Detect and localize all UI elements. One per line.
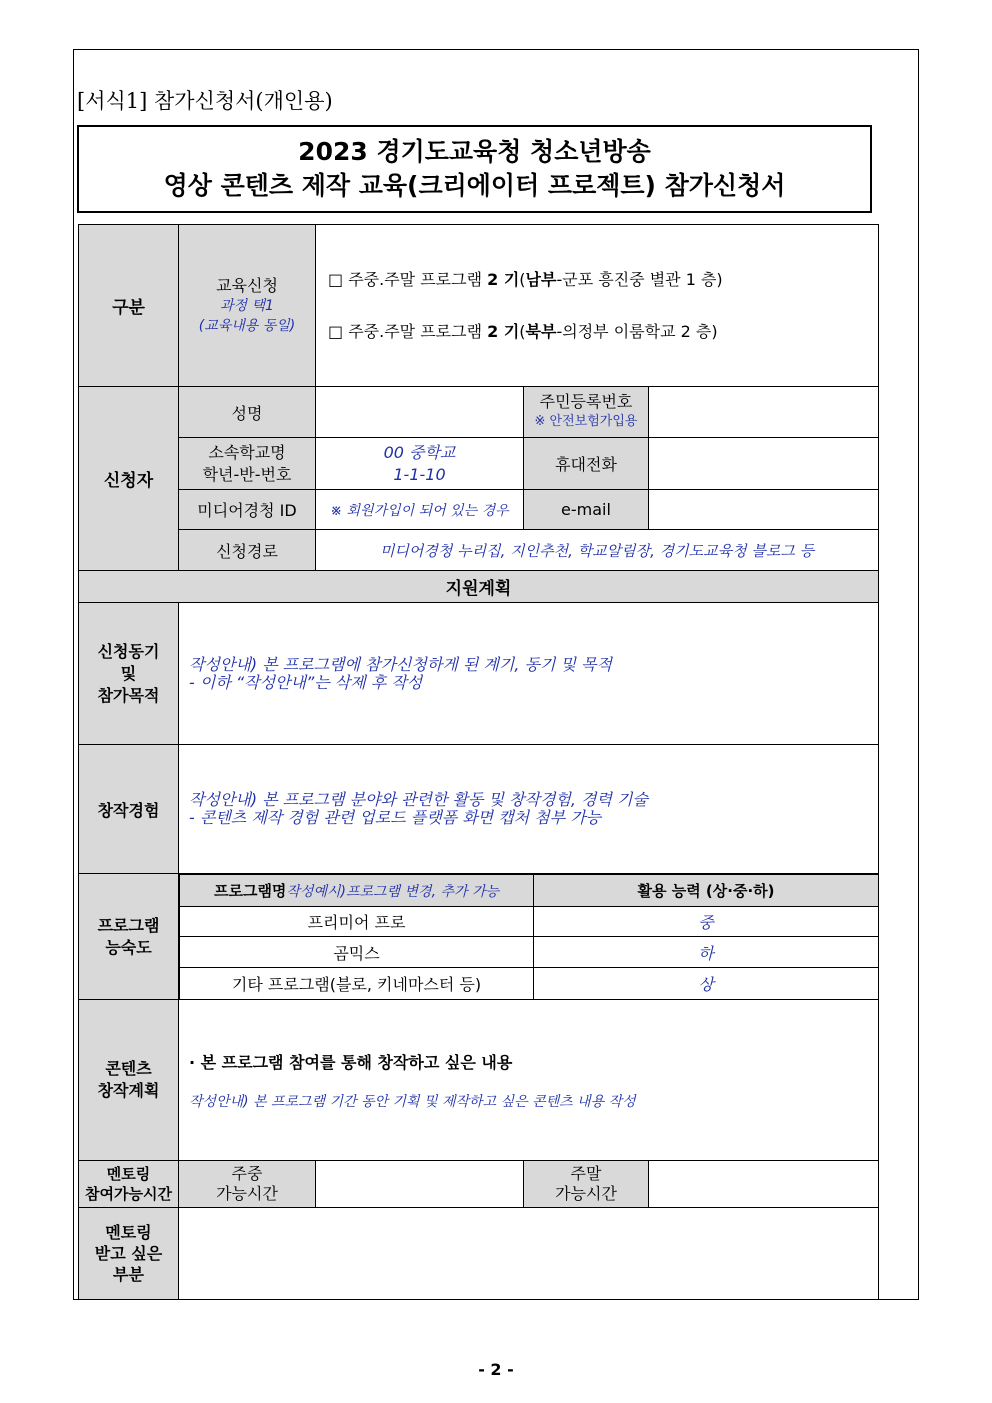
school-field[interactable]	[316, 438, 524, 490]
weekday-label	[179, 1161, 316, 1208]
program-name[interactable]: 기타 프로그램(블로, 키네마스터 등)	[180, 968, 534, 999]
rrn-label-text: 주민등록번호	[539, 392, 633, 411]
page-number: - 2 -	[478, 1360, 514, 1379]
school-example-1: 00 중학교	[383, 442, 456, 462]
weekday-label-2: 가능시간	[216, 1184, 278, 1203]
title-line-2: 영상 콘텐츠 제작 교육(크리에이터 프로젝트) 참가신청서	[163, 171, 786, 200]
proficiency-label	[79, 874, 179, 1000]
proficiency-label-1: 프로그램	[97, 915, 160, 935]
course-select-label	[179, 225, 316, 387]
school-label-1: 소속학교명	[208, 442, 286, 462]
motivation-label-2: 및	[120, 663, 137, 683]
proficiency-header-name: 프로그램명	[213, 882, 287, 900]
mentoring-time-label	[79, 1161, 179, 1208]
course-select-note-2: (교육내용 동일)	[198, 317, 296, 334]
proficiency-table	[179, 874, 879, 999]
rrn-field[interactable]	[649, 387, 879, 438]
course-option-south[interactable]	[328, 266, 878, 294]
email-field[interactable]	[649, 490, 879, 530]
content-plan-label	[79, 1000, 179, 1161]
option-paren: (	[519, 321, 526, 341]
applicant-label: 신청자	[79, 387, 179, 571]
proficiency-table-cell	[179, 874, 879, 1000]
media-id-field[interactable]: ※ 회원가입이 되어 있는 경우	[316, 490, 524, 530]
media-id-label: 미디어경청 ID	[179, 490, 316, 530]
mentoring-want-label	[79, 1208, 179, 1300]
weekend-label-2: 가능시간	[555, 1184, 617, 1203]
school-example-2: 1-1-10	[393, 464, 446, 484]
content-plan-bullet: · 본 프로그램 참여를 통해 창작하고 싶은 내용	[189, 1052, 513, 1072]
course-option-north[interactable]	[328, 318, 878, 346]
form-label: [서식1] 참가신청서(개인용)	[77, 89, 333, 113]
program-name[interactable]: 곰믹스	[180, 937, 534, 968]
mentoring-time-label-1: 멘토링	[106, 1165, 151, 1183]
course-options	[316, 225, 879, 387]
experience-guide-2: - 콘텐츠 제작 경험 관련 업로드 플랫폼 화면 캡처 첨부 가능	[189, 808, 602, 827]
experience-guide-1: 작성안내) 본 프로그램 분야와 관련한 활동 및 창작경험, 경력 기술	[189, 790, 648, 809]
mentoring-want-field[interactable]	[179, 1208, 879, 1300]
mentoring-want-label-3: 부분	[113, 1265, 144, 1284]
title-line-1: 2023 경기도교육청 청소년방송	[298, 137, 651, 166]
motivation-label	[79, 603, 179, 745]
content-plan-guide: 작성안내) 본 프로그램 기간 동안 기획 및 제작하고 싶은 콘텐츠 내용 작성	[189, 1093, 636, 1110]
proficiency-label-2: 능숙도	[105, 937, 152, 957]
route-label: 신청경로	[179, 530, 316, 571]
content-plan-label-2: 창작계획	[97, 1081, 160, 1100]
weekday-label-1: 주중	[231, 1164, 263, 1183]
experience-label: 창작경험	[79, 745, 179, 874]
rrn-label	[524, 387, 649, 438]
mentoring-want-label-1: 멘토링	[105, 1223, 152, 1242]
category-label: 구분	[79, 225, 179, 387]
motivation-label-1: 신청동기	[97, 641, 160, 661]
content-plan-field[interactable]	[179, 1000, 879, 1161]
rrn-note: ※ 안전보험가입용	[534, 414, 638, 429]
proficiency-header-level: 활용 능력 (상·중·하)	[534, 875, 879, 907]
motivation-field[interactable]	[179, 603, 879, 745]
experience-field[interactable]	[179, 745, 879, 874]
option-region: 북부	[525, 321, 557, 341]
course-select-title: 교육신청	[216, 275, 278, 295]
option-location: -군포 흥진중 별관 1 층)	[556, 269, 723, 289]
school-label	[179, 438, 316, 490]
name-field[interactable]	[316, 387, 524, 438]
course-select-note-1: 과정 택1	[220, 297, 274, 314]
application-table	[78, 224, 879, 1300]
mentoring-want-label-2: 받고 싶은	[94, 1244, 163, 1263]
option-cohort: 2 기	[487, 321, 520, 341]
phone-label: 휴대전화	[524, 438, 649, 490]
support-plan-heading: 지원계획	[79, 571, 879, 603]
mentoring-time-label-2: 참여가능시간	[85, 1185, 172, 1203]
proficiency-header-note: 작성예시)프로그램 변경, 추가 가능	[286, 884, 500, 900]
title-box	[77, 125, 872, 213]
name-label: 성명	[179, 387, 316, 438]
checkbox-icon[interactable]: □	[328, 321, 344, 341]
proficiency-header-program	[180, 875, 534, 907]
motivation-guide-2: - 이하 “작성안내”는 삭제 후 작성	[189, 672, 423, 692]
weekend-field[interactable]	[649, 1161, 879, 1208]
weekend-label	[524, 1161, 649, 1208]
option-region: 남부	[525, 269, 557, 289]
content-plan-label-1: 콘텐츠	[105, 1059, 152, 1078]
email-label: e-mail	[524, 490, 649, 530]
weekend-label-1: 주말	[570, 1164, 602, 1183]
phone-field[interactable]	[649, 438, 879, 490]
program-name[interactable]: 프리미어 프로	[180, 907, 534, 937]
option-text: 주중.주말 프로그램	[343, 269, 488, 289]
program-level[interactable]: 중	[534, 907, 879, 937]
motivation-label-3: 참가목적	[97, 685, 160, 705]
route-field[interactable]: 미디어경청 누리집, 지인추천, 학교알림장, 경기도교육청 블로그 등	[316, 530, 879, 571]
option-location: -의정부 이룸학교 2 층)	[556, 321, 718, 341]
motivation-guide-1: 작성안내) 본 프로그램에 참가신청하게 된 계기, 동기 및 목적	[189, 654, 612, 674]
school-label-2: 학년-반-번호	[202, 464, 292, 484]
program-level[interactable]: 하	[534, 937, 879, 968]
option-cohort: 2 기	[487, 269, 520, 289]
option-paren: (	[519, 269, 526, 289]
option-text: 주중.주말 프로그램	[343, 321, 488, 341]
checkbox-icon[interactable]: □	[328, 269, 344, 289]
weekday-field[interactable]	[316, 1161, 524, 1208]
program-level[interactable]: 상	[534, 968, 879, 999]
